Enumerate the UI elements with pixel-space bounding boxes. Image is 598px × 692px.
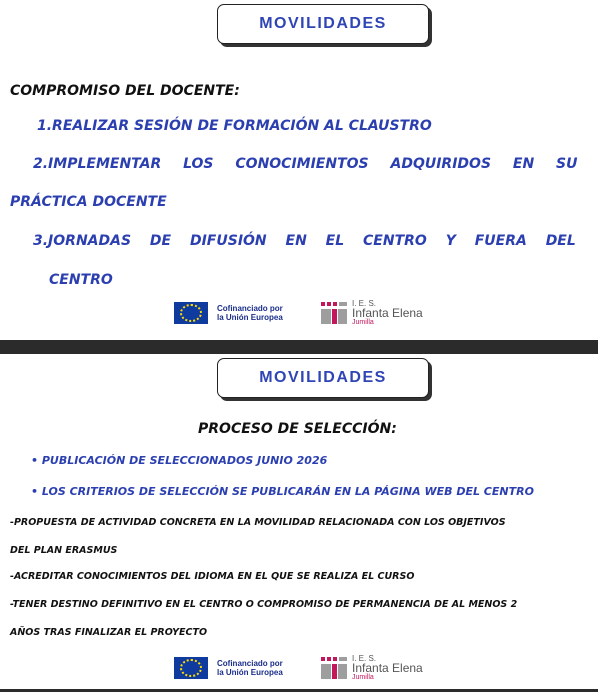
list-item: 2.IMPLEMENTAR LOS CONOCIMIENTOS ADQUIRIDOS EN SU <box>33 156 578 172</box>
school-logo <box>321 655 423 682</box>
slide-title: MOVILIDADES <box>217 4 429 44</box>
footer-logos <box>174 653 423 683</box>
slide-seleccion <box>0 354 598 692</box>
school-logo-icon <box>321 302 347 324</box>
bullet-item: • LOS CRITERIOS DE SELECCIÓN SE PUBLICARÁN EN LA PÁGINA WEB DEL CENTRO <box>31 485 534 498</box>
school-town: Jumilla <box>352 318 374 326</box>
list-item-continuation: CENTRO <box>49 272 113 288</box>
school-logo-icon <box>321 657 347 679</box>
eu-flag-icon <box>174 657 208 679</box>
school-logo <box>321 300 423 327</box>
school-abbr: I. E. S. <box>352 653 377 663</box>
footer-logos <box>174 298 423 328</box>
eu-cofunding-text: Cofinanciado por la Unión Europea <box>217 304 283 322</box>
eu-flag-icon <box>174 302 208 324</box>
requirement-text: -PROPUESTA DE ACTIVIDAD CONCRETA EN LA MOVILIDAD RELACIONADA CON LOS OBJETIVOS <box>10 517 506 528</box>
slide-compromiso <box>0 0 598 340</box>
bullet-item: • PUBLICACIÓN DE SELECCIONADOS JUNIO 2026 <box>31 454 328 467</box>
slide-title: MOVILIDADES <box>217 358 429 398</box>
school-town: Jumilla <box>352 673 374 681</box>
eu-cofunding-text: Cofinanciado por la Unión Europea <box>217 659 283 677</box>
section-heading: PROCESO DE SELECCIÓN: <box>198 421 397 437</box>
section-heading: COMPROMISO DEL DOCENTE: <box>10 83 240 99</box>
list-item-continuation: PRÁCTICA DOCENTE <box>10 194 167 210</box>
list-item: 1.REALIZAR SESIÓN DE FORMACIÓN AL CLAUSTRO <box>37 118 432 134</box>
school-name: Infanta Elena <box>352 660 423 675</box>
slide-separator <box>0 340 598 354</box>
school-name: Infanta Elena <box>352 305 423 320</box>
requirement-text: -TENER DESTINO DEFINITIVO EN EL CENTRO O COMPROMISO DE PERMANENCIA DE AL MENOS 2 <box>10 599 518 610</box>
requirement-text: -ACREDITAR CONOCIMIENTOS DEL IDIOMA EN EL QUE SE REALIZA EL CURSO <box>10 571 415 582</box>
requirement-text-continuation: AÑOS TRAS FINALIZAR EL PROYECTO <box>10 627 208 638</box>
requirement-text-continuation: DEL PLAN ERASMUS <box>10 545 118 556</box>
school-abbr: I. E. S. <box>352 298 377 308</box>
list-item: 3.JORNADAS DE DIFUSIÓN EN EL CENTRO Y FUERA DEL <box>33 233 576 249</box>
